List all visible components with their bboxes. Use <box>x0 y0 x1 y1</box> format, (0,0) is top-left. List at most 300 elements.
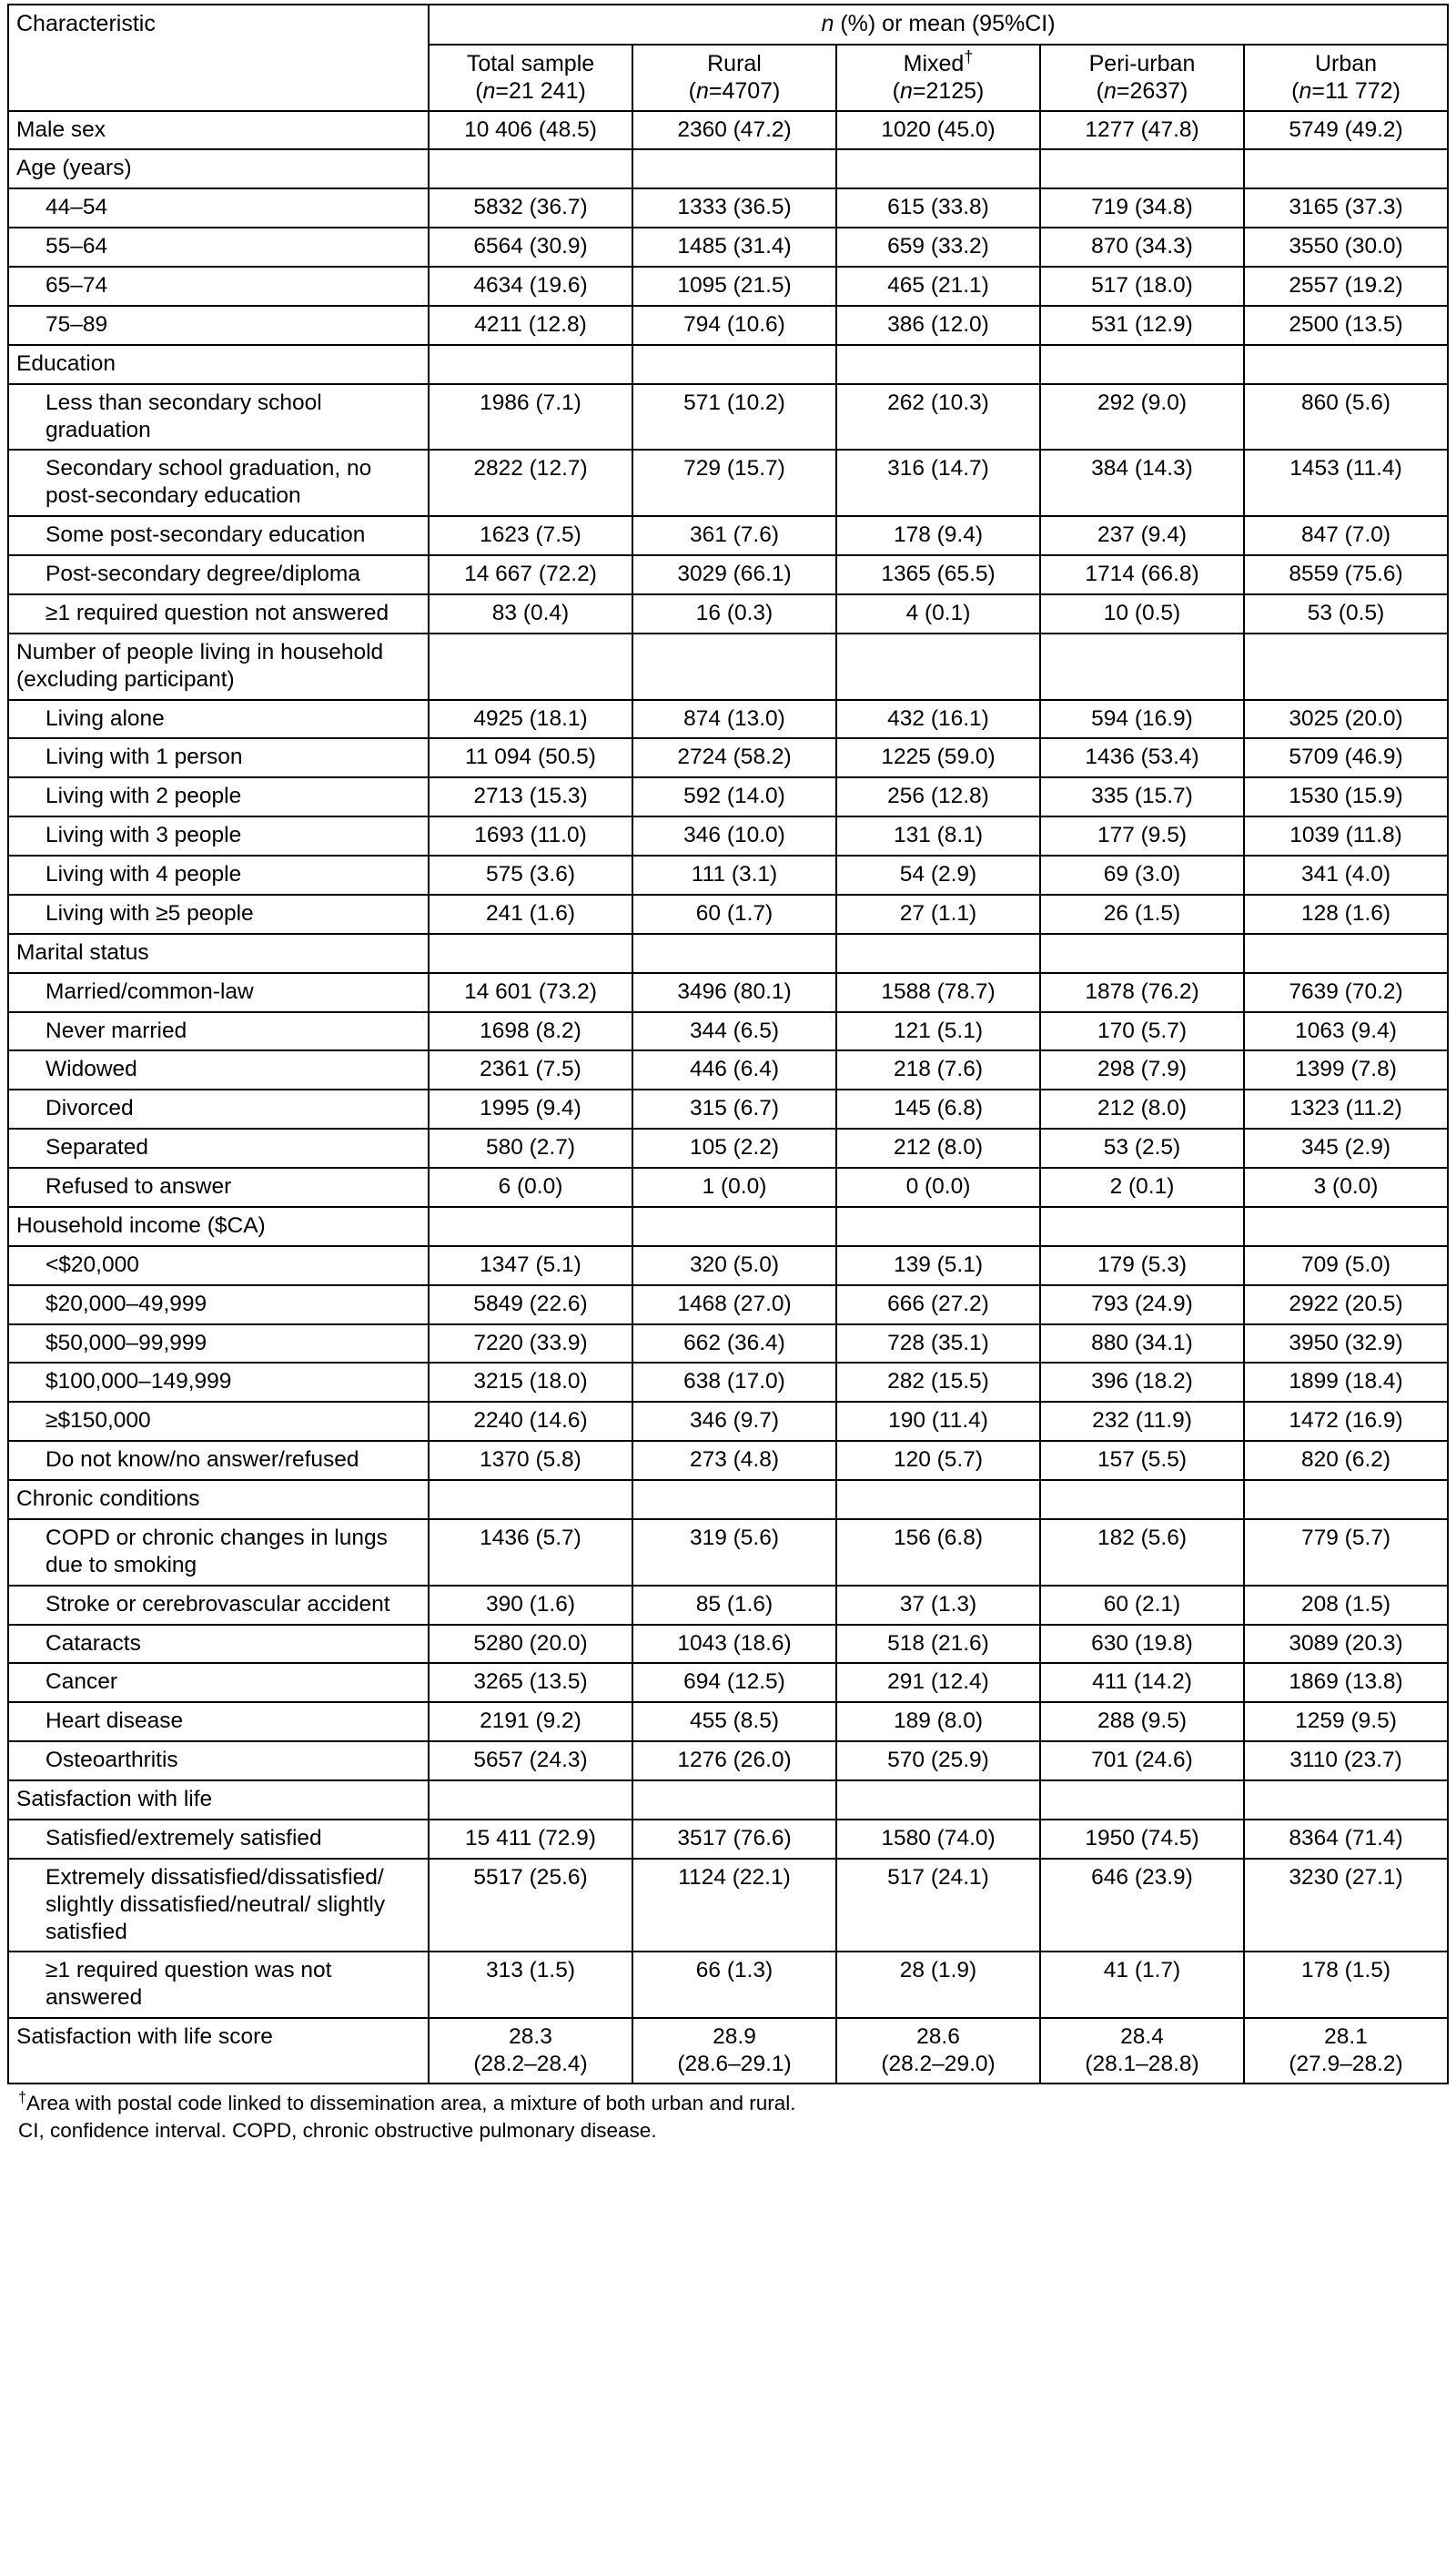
row-value: 1020 (45.0) <box>836 111 1040 150</box>
table-row <box>8 1480 1448 1519</box>
row-value: 2713 (15.3) <box>429 777 632 816</box>
row-value: 580 (2.7) <box>429 1129 632 1168</box>
table-row <box>8 1820 1448 1859</box>
row-value: 646 (23.9) <box>1040 1859 1244 1952</box>
header-characteristic: Characteristic <box>8 5 429 111</box>
row-value: 446 (6.4) <box>632 1050 836 1090</box>
row-value <box>1244 1207 1448 1246</box>
row-value: 4 (0.1) <box>836 594 1040 634</box>
row-value <box>429 934 632 973</box>
table-body <box>8 111 1448 2084</box>
row-value: 571 (10.2) <box>632 384 836 451</box>
table-row <box>8 738 1448 777</box>
row-label: Osteoarthritis <box>8 1741 429 1780</box>
row-value: 361 (7.6) <box>632 516 836 555</box>
row-label: $100,000–149,999 <box>8 1363 429 1402</box>
row-value <box>1244 149 1448 188</box>
row-value: 273 (4.8) <box>632 1441 836 1480</box>
table-row <box>8 1129 1448 1168</box>
dagger-icon: † <box>964 47 974 66</box>
row-value: 11 094 (50.5) <box>429 738 632 777</box>
row-value: 820 (6.2) <box>1244 1441 1448 1480</box>
row-value: 5657 (24.3) <box>429 1741 632 1780</box>
header-column-n-prefix: (n <box>892 77 913 104</box>
row-value: 1869 (13.8) <box>1244 1663 1448 1702</box>
table-row <box>8 1519 1448 1586</box>
row-value: 2922 (20.5) <box>1244 1285 1448 1324</box>
row-value: 396 (18.2) <box>1040 1363 1244 1402</box>
row-value: 2500 (13.5) <box>1244 306 1448 345</box>
table-row <box>8 1012 1448 1051</box>
row-value: 291 (12.4) <box>836 1663 1040 1702</box>
row-value: 1714 (66.8) <box>1040 555 1244 594</box>
characteristics-table <box>7 4 1449 2084</box>
row-value: 208 (1.5) <box>1244 1586 1448 1625</box>
row-value: 313 (1.5) <box>429 1952 632 2018</box>
row-value: 1063 (9.4) <box>1244 1012 1448 1051</box>
row-value: 139 (5.1) <box>836 1246 1040 1285</box>
row-label: COPD or chronic changes in lungs due to smoking <box>8 1519 429 1586</box>
header-column-n-value: =4707) <box>708 77 781 104</box>
row-label: Number of people living in household (excluding participant) <box>8 634 429 700</box>
row-label: Cataracts <box>8 1625 429 1664</box>
row-value <box>1244 934 1448 973</box>
row-value: 793 (24.9) <box>1040 1285 1244 1324</box>
row-value: 1530 (15.9) <box>1244 777 1448 816</box>
row-value: 15 411 (72.9) <box>429 1820 632 1859</box>
row-value <box>1244 1480 1448 1519</box>
table-row <box>8 934 1448 973</box>
row-value: 7639 (70.2) <box>1244 973 1448 1012</box>
row-value <box>429 634 632 700</box>
row-value: 10 406 (48.5) <box>429 111 632 150</box>
row-label: Satisfaction with life <box>8 1780 429 1820</box>
row-label: Satisfied/extremely satisfied <box>8 1820 429 1859</box>
row-value: 145 (6.8) <box>836 1090 1040 1129</box>
row-label: $50,000–99,999 <box>8 1324 429 1364</box>
row-label: Married/common-law <box>8 973 429 1012</box>
row-value: 694 (12.5) <box>632 1663 836 1702</box>
row-label: ≥$150,000 <box>8 1402 429 1441</box>
row-value: 218 (7.6) <box>836 1050 1040 1090</box>
table-row <box>8 856 1448 895</box>
row-value: 28.4 (28.1–28.8) <box>1040 2018 1244 2084</box>
row-value: 190 (11.4) <box>836 1402 1040 1441</box>
header-measure-span <box>429 5 1448 45</box>
row-value: 212 (8.0) <box>1040 1090 1244 1129</box>
row-value: 8559 (75.6) <box>1244 555 1448 594</box>
row-label: Separated <box>8 1129 429 1168</box>
row-value: 2360 (47.2) <box>632 111 836 150</box>
table-row <box>8 1168 1448 1207</box>
row-value: 5749 (49.2) <box>1244 111 1448 150</box>
header-span-n: n <box>821 11 834 36</box>
row-value: 1365 (65.5) <box>836 555 1040 594</box>
table-row <box>8 1702 1448 1741</box>
table-row <box>8 973 1448 1012</box>
row-value <box>836 345 1040 384</box>
table-row <box>8 594 1448 634</box>
row-value: 1039 (11.8) <box>1244 816 1448 856</box>
row-value: 6 (0.0) <box>429 1168 632 1207</box>
row-value: 177 (9.5) <box>1040 816 1244 856</box>
table-row <box>8 1780 1448 1820</box>
row-value: 5280 (20.0) <box>429 1625 632 1664</box>
row-value: 2822 (12.7) <box>429 450 632 516</box>
row-value: 157 (5.5) <box>1040 1441 1244 1480</box>
row-value: 1878 (76.2) <box>1040 973 1244 1012</box>
row-value: 316 (14.7) <box>836 450 1040 516</box>
row-value <box>1040 345 1244 384</box>
header-column-n-value: =2125) <box>912 77 985 104</box>
row-value: 1333 (36.5) <box>632 188 836 228</box>
row-label: Living with 4 people <box>8 856 429 895</box>
header-row-span <box>8 5 1448 45</box>
row-value: 2240 (14.6) <box>429 1402 632 1441</box>
row-value <box>429 149 632 188</box>
row-label: Living with 1 person <box>8 738 429 777</box>
row-value: 53 (0.5) <box>1244 594 1448 634</box>
row-value <box>632 934 836 973</box>
row-value: 28.9 (28.6–29.1) <box>632 2018 836 2084</box>
table-row <box>8 1050 1448 1090</box>
row-value: 1370 (5.8) <box>429 1441 632 1480</box>
header-column-n-value: =21 241) <box>495 77 586 104</box>
row-value <box>1244 345 1448 384</box>
row-value: 5832 (36.7) <box>429 188 632 228</box>
row-label: Post-secondary degree/diploma <box>8 555 429 594</box>
table-row <box>8 1246 1448 1285</box>
row-label: Household income ($CA) <box>8 1207 429 1246</box>
header-column-name: Rural <box>707 50 762 76</box>
row-value: 60 (1.7) <box>632 895 836 934</box>
row-value: 1276 (26.0) <box>632 1741 836 1780</box>
row-value: 870 (34.3) <box>1040 228 1244 267</box>
row-value: 41 (1.7) <box>1040 1952 1244 2018</box>
row-value: 111 (3.1) <box>632 856 836 895</box>
row-value: 1986 (7.1) <box>429 384 632 451</box>
row-value: 3550 (30.0) <box>1244 228 1448 267</box>
row-label: Cancer <box>8 1663 429 1702</box>
header-column-2 <box>632 45 836 111</box>
row-value: 54 (2.9) <box>836 856 1040 895</box>
row-value: 27 (1.1) <box>836 895 1040 934</box>
row-label: ≥1 required question not answered <box>8 594 429 634</box>
table-row <box>8 1324 1448 1364</box>
header-column-n-prefix: (n <box>1291 77 1312 104</box>
table-row <box>8 895 1448 934</box>
row-value: 28.3 (28.2–28.4) <box>429 2018 632 2084</box>
row-value: 189 (8.0) <box>836 1702 1040 1741</box>
row-label: Age (years) <box>8 149 429 188</box>
row-value: 4925 (18.1) <box>429 700 632 739</box>
header-column-4 <box>1040 45 1244 111</box>
row-value: 860 (5.6) <box>1244 384 1448 451</box>
row-value <box>632 345 836 384</box>
row-label: Widowed <box>8 1050 429 1090</box>
row-value: 411 (14.2) <box>1040 1663 1244 1702</box>
row-label: Male sex <box>8 111 429 150</box>
row-value: 128 (1.6) <box>1244 895 1448 934</box>
row-value: 345 (2.9) <box>1244 1129 1448 1168</box>
row-value <box>1244 1780 1448 1820</box>
row-label: Living with 3 people <box>8 816 429 856</box>
table-row <box>8 1952 1448 2018</box>
header-column-n-value: =11 772) <box>1311 77 1400 104</box>
row-value: 719 (34.8) <box>1040 188 1244 228</box>
row-value: 298 (7.9) <box>1040 1050 1244 1090</box>
header-column-n-prefix: (n <box>1096 77 1117 104</box>
row-value: 3089 (20.3) <box>1244 1625 1448 1664</box>
header-column-1 <box>429 45 632 111</box>
row-value: 1950 (74.5) <box>1040 1820 1244 1859</box>
header-column-n-prefix: (n <box>688 77 709 104</box>
row-value: 615 (33.8) <box>836 188 1040 228</box>
row-value: 1472 (16.9) <box>1244 1402 1448 1441</box>
header-column-n-prefix: (n <box>475 77 496 104</box>
row-label: 75–89 <box>8 306 429 345</box>
row-label: Extremely dissatisfied/dissatisfied/ slightly dissatisfied/neutral/ slightly satisfied <box>8 1859 429 1952</box>
row-value <box>429 1207 632 1246</box>
row-label: 55–64 <box>8 228 429 267</box>
row-label: Never married <box>8 1012 429 1051</box>
row-value: 3165 (37.3) <box>1244 188 1448 228</box>
row-value: 320 (5.0) <box>632 1246 836 1285</box>
row-value: 666 (27.2) <box>836 1285 1040 1324</box>
row-value: 1899 (18.4) <box>1244 1363 1448 1402</box>
row-value: 1399 (7.8) <box>1244 1050 1448 1090</box>
row-value: 156 (6.8) <box>836 1519 1040 1586</box>
row-value: 2557 (19.2) <box>1244 267 1448 306</box>
row-value: 26 (1.5) <box>1040 895 1244 934</box>
row-value <box>836 1780 1040 1820</box>
row-value: 170 (5.7) <box>1040 1012 1244 1051</box>
row-value: 3029 (66.1) <box>632 555 836 594</box>
row-value: 262 (10.3) <box>836 384 1040 451</box>
row-value: 701 (24.6) <box>1040 1741 1244 1780</box>
row-value: 3110 (23.7) <box>1244 1741 1448 1780</box>
row-value: 0 (0.0) <box>836 1168 1040 1207</box>
row-label: $20,000–49,999 <box>8 1285 429 1324</box>
table-row <box>8 1663 1448 1702</box>
row-value: 390 (1.6) <box>429 1586 632 1625</box>
row-value: 14 601 (73.2) <box>429 973 632 1012</box>
row-value: 16 (0.3) <box>632 594 836 634</box>
table-row <box>8 149 1448 188</box>
row-value: 182 (5.6) <box>1040 1519 1244 1586</box>
header-column-n-value: =2637) <box>1116 77 1188 104</box>
row-value: 28.6 (28.2–29.0) <box>836 2018 1040 2084</box>
row-value: 1698 (8.2) <box>429 1012 632 1051</box>
row-value <box>1244 634 1448 700</box>
row-value: 1277 (47.8) <box>1040 111 1244 150</box>
row-value: 847 (7.0) <box>1244 516 1448 555</box>
row-value: 880 (34.1) <box>1040 1324 1244 1364</box>
header-column-5 <box>1244 45 1448 111</box>
table-row <box>8 306 1448 345</box>
table-row <box>8 1741 1448 1780</box>
row-value <box>429 1780 632 1820</box>
table-row <box>8 1586 1448 1625</box>
row-label: 44–54 <box>8 188 429 228</box>
row-value <box>632 1780 836 1820</box>
table-row <box>8 555 1448 594</box>
footnote-dagger-text: Area with postal code linked to dissemination area, a mixture of both urban and rural. <box>26 2091 796 2114</box>
row-label: 65–74 <box>8 267 429 306</box>
table-row <box>8 188 1448 228</box>
row-value: 3230 (27.1) <box>1244 1859 1448 1952</box>
row-value: 256 (12.8) <box>836 777 1040 816</box>
row-value: 1043 (18.6) <box>632 1625 836 1664</box>
row-value: 1453 (11.4) <box>1244 450 1448 516</box>
row-value: 8364 (71.4) <box>1244 1820 1448 1859</box>
row-label: ≥1 required question was not answered <box>8 1952 429 2018</box>
row-value: 1588 (78.7) <box>836 973 1040 1012</box>
row-value: 3950 (32.9) <box>1244 1324 1448 1364</box>
row-label: <$20,000 <box>8 1246 429 1285</box>
row-value: 3496 (80.1) <box>632 973 836 1012</box>
row-value: 1124 (22.1) <box>632 1859 836 1952</box>
row-value: 455 (8.5) <box>632 1702 836 1741</box>
row-value: 1095 (21.5) <box>632 267 836 306</box>
row-label: Stroke or cerebrovascular accident <box>8 1586 429 1625</box>
row-value: 1 (0.0) <box>632 1168 836 1207</box>
row-value: 346 (10.0) <box>632 816 836 856</box>
row-value: 630 (19.8) <box>1040 1625 1244 1664</box>
row-value <box>1040 934 1244 973</box>
row-label: Divorced <box>8 1090 429 1129</box>
row-value <box>836 1207 1040 1246</box>
header-column-name: Total sample <box>466 50 595 76</box>
table-row <box>8 228 1448 267</box>
row-value: 241 (1.6) <box>429 895 632 934</box>
row-value: 518 (21.6) <box>836 1625 1040 1664</box>
row-label: Refused to answer <box>8 1168 429 1207</box>
row-value: 570 (25.9) <box>836 1741 1040 1780</box>
row-value: 531 (12.9) <box>1040 306 1244 345</box>
row-label: Education <box>8 345 429 384</box>
row-value <box>632 634 836 700</box>
table-row <box>8 1441 1448 1480</box>
row-value: 2191 (9.2) <box>429 1702 632 1741</box>
table-row <box>8 1625 1448 1664</box>
row-value <box>1040 1780 1244 1820</box>
row-value: 386 (12.0) <box>836 306 1040 345</box>
row-value: 1436 (53.4) <box>1040 738 1244 777</box>
row-value: 2 (0.1) <box>1040 1168 1244 1207</box>
footnote-abbreviations: CI, confidence interval. COPD, chronic obstructive pulmonary disease. <box>18 2119 657 2143</box>
row-value: 14 667 (72.2) <box>429 555 632 594</box>
row-value: 69 (3.0) <box>1040 856 1244 895</box>
row-value: 53 (2.5) <box>1040 1129 1244 1168</box>
table-row <box>8 1207 1448 1246</box>
table-header <box>8 5 1448 111</box>
row-value: 1323 (11.2) <box>1244 1090 1448 1129</box>
row-value: 2361 (7.5) <box>429 1050 632 1090</box>
row-value: 1623 (7.5) <box>429 516 632 555</box>
row-label: Secondary school graduation, no post-secondary education <box>8 450 429 516</box>
row-value: 28.1 (27.9–28.2) <box>1244 2018 1448 2084</box>
row-value: 432 (16.1) <box>836 700 1040 739</box>
row-value: 120 (5.7) <box>836 1441 1040 1480</box>
row-value: 729 (15.7) <box>632 450 836 516</box>
row-label: Some post-secondary education <box>8 516 429 555</box>
row-value: 709 (5.0) <box>1244 1246 1448 1285</box>
row-value <box>632 1207 836 1246</box>
row-value: 779 (5.7) <box>1244 1519 1448 1586</box>
table-row <box>8 777 1448 816</box>
header-span-rest: (%) or mean (95%CI) <box>834 11 1056 36</box>
row-value: 2724 (58.2) <box>632 738 836 777</box>
row-value: 131 (8.1) <box>836 816 1040 856</box>
row-value: 594 (16.9) <box>1040 700 1244 739</box>
row-value: 282 (15.5) <box>836 1363 1040 1402</box>
row-value: 237 (9.4) <box>1040 516 1244 555</box>
row-value: 1259 (9.5) <box>1244 1702 1448 1741</box>
row-value: 66 (1.3) <box>632 1952 836 2018</box>
row-label: Satisfaction with life score <box>8 2018 429 2084</box>
row-value: 1468 (27.0) <box>632 1285 836 1324</box>
row-value: 1436 (5.7) <box>429 1519 632 1586</box>
row-value <box>836 634 1040 700</box>
row-value <box>632 1480 836 1519</box>
row-value: 638 (17.0) <box>632 1363 836 1402</box>
table-row <box>8 450 1448 516</box>
row-value: 4211 (12.8) <box>429 306 632 345</box>
row-value <box>1040 634 1244 700</box>
row-value: 344 (6.5) <box>632 1012 836 1051</box>
row-value: 288 (9.5) <box>1040 1702 1244 1741</box>
row-label: Heart disease <box>8 1702 429 1741</box>
row-value: 662 (36.4) <box>632 1324 836 1364</box>
row-value: 6564 (30.9) <box>429 228 632 267</box>
row-value: 3 (0.0) <box>1244 1168 1448 1207</box>
row-label: Living alone <box>8 700 429 739</box>
row-value: 3215 (18.0) <box>429 1363 632 1402</box>
table-footnotes <box>7 2090 1449 2145</box>
row-value: 10 (0.5) <box>1040 594 1244 634</box>
row-value <box>1040 1207 1244 1246</box>
table-row <box>8 634 1448 700</box>
table-row <box>8 700 1448 739</box>
row-value: 1693 (11.0) <box>429 816 632 856</box>
row-label: Marital status <box>8 934 429 973</box>
row-value: 179 (5.3) <box>1040 1246 1244 1285</box>
row-value: 1485 (31.4) <box>632 228 836 267</box>
row-value: 575 (3.6) <box>429 856 632 895</box>
row-value <box>429 345 632 384</box>
table-row <box>8 1859 1448 1952</box>
row-value: 341 (4.0) <box>1244 856 1448 895</box>
row-value: 517 (24.1) <box>836 1859 1040 1952</box>
footnote-dagger <box>18 2090 1449 2117</box>
table-row <box>8 111 1448 150</box>
row-label: Chronic conditions <box>8 1480 429 1519</box>
dagger-symbol: † <box>18 2089 27 2106</box>
row-value <box>1040 1480 1244 1519</box>
row-value: 5849 (22.6) <box>429 1285 632 1324</box>
row-value <box>632 149 836 188</box>
row-value <box>1040 149 1244 188</box>
row-value: 335 (15.7) <box>1040 777 1244 816</box>
row-value: 5517 (25.6) <box>429 1859 632 1952</box>
row-value: 4634 (19.6) <box>429 267 632 306</box>
row-value: 1580 (74.0) <box>836 1820 1040 1859</box>
table-row <box>8 1285 1448 1324</box>
row-value: 319 (5.6) <box>632 1519 836 1586</box>
row-label: Living with ≥5 people <box>8 895 429 934</box>
row-value: 465 (21.1) <box>836 267 1040 306</box>
